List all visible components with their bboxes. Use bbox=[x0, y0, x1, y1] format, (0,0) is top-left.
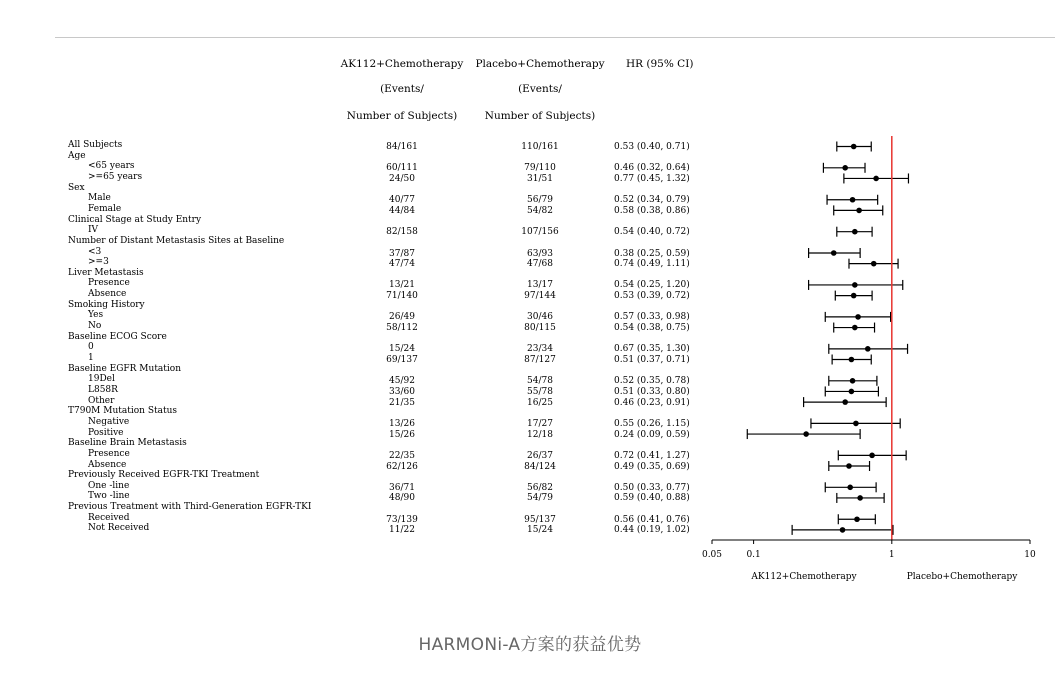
ci-row bbox=[825, 312, 890, 322]
hr-point bbox=[851, 293, 857, 299]
x-tick-label: 1 bbox=[888, 550, 895, 560]
ci-row bbox=[849, 259, 898, 269]
header-ak-line3: Number of Subjects) bbox=[346, 110, 458, 122]
ci-row bbox=[809, 248, 861, 258]
hr-point bbox=[855, 314, 861, 320]
row-label: Absence bbox=[88, 289, 127, 300]
x-tick-label: 0.05 bbox=[701, 550, 723, 560]
row-label: <65 years bbox=[88, 161, 135, 172]
row-label: >=65 years bbox=[88, 171, 143, 182]
row-label: Yes bbox=[88, 310, 104, 321]
row-label: Positive bbox=[88, 427, 124, 438]
group-label: Baseline EGFR Mutation bbox=[68, 363, 182, 374]
placebo-events: 23/34 bbox=[527, 344, 553, 355]
ci-row bbox=[829, 461, 870, 471]
ci-row bbox=[825, 482, 876, 492]
x-tick-label: 10 bbox=[1024, 550, 1036, 560]
ak-events: 21/35 bbox=[389, 397, 415, 408]
ak-events: 13/21 bbox=[389, 280, 415, 291]
row-label: Negative bbox=[88, 416, 130, 427]
hr-point bbox=[842, 165, 848, 171]
ci-row bbox=[804, 397, 887, 407]
placebo-events: 12/18 bbox=[527, 429, 553, 440]
ak-events: 47/74 bbox=[389, 259, 415, 270]
placebo-events: 95/137 bbox=[524, 514, 556, 525]
hr-ci-value: 0.38 (0.25, 0.59) bbox=[614, 248, 690, 259]
ci-row bbox=[829, 344, 908, 354]
caption: HARMONi-A方案的获益优势 bbox=[418, 635, 642, 655]
hr-ci-value: 0.74 (0.49, 1.11) bbox=[614, 259, 690, 270]
ci-row bbox=[811, 418, 900, 428]
placebo-events: 63/93 bbox=[527, 248, 553, 259]
hr-point bbox=[856, 208, 862, 214]
header-placebo-line3: Number of Subjects) bbox=[484, 110, 596, 122]
header-ak-line2: (Events/ bbox=[380, 83, 424, 95]
ci-row bbox=[844, 173, 909, 183]
ak-events: 11/22 bbox=[389, 525, 415, 536]
ci-row bbox=[747, 429, 860, 439]
placebo-events: 84/124 bbox=[524, 461, 556, 472]
ak-events: 48/90 bbox=[389, 493, 415, 504]
row-label: Absence bbox=[88, 459, 127, 470]
ci-row bbox=[838, 450, 906, 460]
placebo-events: 55/78 bbox=[527, 386, 553, 397]
hr-ci-value: 0.50 (0.33, 0.77) bbox=[614, 482, 690, 493]
hr-ci-value: 0.49 (0.35, 0.69) bbox=[614, 461, 690, 472]
group-label: Baseline ECOG Score bbox=[68, 331, 167, 342]
row-label: <3 bbox=[88, 246, 102, 257]
ak-events: 44/84 bbox=[389, 205, 415, 216]
hr-point bbox=[854, 516, 860, 522]
placebo-events: 56/82 bbox=[527, 482, 553, 493]
hr-ci-value: 0.44 (0.19, 1.02) bbox=[614, 525, 690, 536]
ci-row bbox=[825, 386, 878, 396]
placebo-events: 15/24 bbox=[527, 525, 553, 536]
row-label: One -line bbox=[88, 480, 130, 491]
ak-events: 26/49 bbox=[389, 312, 415, 323]
group-label: Liver Metastasis bbox=[68, 267, 144, 278]
ak-events: 71/140 bbox=[386, 291, 418, 302]
ak-events: 15/26 bbox=[389, 429, 415, 440]
ak-events: 36/71 bbox=[389, 482, 415, 493]
row-label: Two -line bbox=[88, 491, 130, 502]
placebo-events: 56/79 bbox=[527, 195, 553, 206]
row-label: Female bbox=[88, 203, 122, 214]
hr-ci-value: 0.52 (0.34, 0.79) bbox=[614, 195, 690, 206]
hr-ci-value: 0.55 (0.26, 1.15) bbox=[614, 418, 690, 429]
group-label: Previous Treatment with Third-Generation EGFR-TKI bbox=[68, 502, 312, 513]
hr-ci-value: 0.52 (0.35, 0.78) bbox=[614, 376, 690, 387]
ci-row bbox=[834, 205, 883, 215]
hr-point bbox=[873, 176, 879, 182]
row-label: 19Del bbox=[88, 374, 115, 385]
hr-ci-value: 0.54 (0.40, 0.72) bbox=[614, 227, 690, 238]
placebo-events: 54/82 bbox=[527, 205, 553, 216]
hr-ci-value: 0.67 (0.35, 1.30) bbox=[614, 344, 690, 355]
row-label: No bbox=[88, 321, 102, 332]
hr-point bbox=[840, 527, 846, 533]
row-label: Not Received bbox=[88, 523, 150, 534]
hr-ci-value: 0.51 (0.37, 0.71) bbox=[614, 355, 690, 365]
ak-events: 62/126 bbox=[386, 461, 418, 472]
group-label: T790M Mutation Status bbox=[68, 406, 178, 417]
hr-ci-value: 0.58 (0.38, 0.86) bbox=[614, 205, 690, 216]
ak-events: 82/158 bbox=[386, 227, 418, 238]
placebo-events: 107/156 bbox=[521, 227, 559, 238]
placebo-events: 80/115 bbox=[524, 323, 556, 334]
ci-row bbox=[809, 280, 903, 290]
hr-ci-value: 0.51 (0.33, 0.80) bbox=[614, 386, 690, 397]
row-label: Male bbox=[88, 193, 111, 204]
row-label: 0 bbox=[88, 342, 94, 353]
hr-point bbox=[851, 144, 857, 150]
hr-point bbox=[847, 485, 853, 491]
placebo-events: 30/46 bbox=[527, 312, 553, 323]
hr-ci-value: 0.46 (0.32, 0.64) bbox=[614, 163, 690, 174]
group-label: Sex bbox=[68, 182, 85, 193]
hr-ci-value: 0.77 (0.45, 1.32) bbox=[614, 173, 690, 184]
placebo-events: 110/161 bbox=[521, 142, 559, 152]
ak-events: 13/26 bbox=[389, 418, 415, 429]
hr-point bbox=[842, 399, 848, 405]
ci-row bbox=[834, 323, 875, 333]
placebo-events: 26/37 bbox=[527, 450, 553, 461]
hr-ci-value: 0.54 (0.38, 0.75) bbox=[614, 323, 690, 334]
hr-point bbox=[857, 495, 863, 501]
row-label: Other bbox=[88, 395, 115, 406]
hr-point bbox=[865, 346, 871, 352]
hr-ci-value: 0.53 (0.39, 0.72) bbox=[614, 291, 690, 302]
placebo-events: 87/127 bbox=[524, 355, 556, 365]
header-placebo-line1: Placebo+Chemotherapy bbox=[475, 58, 605, 70]
placebo-events: 13/17 bbox=[527, 280, 553, 291]
header-hr-ci: HR (95% CI) bbox=[626, 58, 694, 70]
ak-events: 40/77 bbox=[389, 195, 415, 206]
hr-point bbox=[869, 453, 875, 459]
ci-row bbox=[837, 142, 871, 152]
hr-ci-value: 0.56 (0.41, 0.76) bbox=[614, 514, 690, 525]
ci-row bbox=[792, 525, 893, 535]
hr-ci-value: 0.54 (0.25, 1.20) bbox=[614, 280, 690, 291]
group-label: Smoking History bbox=[68, 299, 145, 310]
ci-row bbox=[835, 291, 872, 301]
ak-events: 84/161 bbox=[386, 142, 418, 152]
hr-point bbox=[849, 357, 855, 363]
ak-events: 15/24 bbox=[389, 344, 415, 355]
hr-ci-value: 0.57 (0.33, 0.98) bbox=[614, 312, 690, 323]
hr-ci-value: 0.46 (0.23, 0.91) bbox=[614, 397, 690, 408]
hr-point bbox=[850, 197, 856, 203]
row-label: IV bbox=[88, 225, 99, 236]
group-label: Baseline Brain Metastasis bbox=[68, 438, 187, 449]
hr-point bbox=[831, 250, 837, 256]
ci-row bbox=[829, 376, 877, 386]
hr-point bbox=[853, 421, 859, 427]
ak-events: 22/35 bbox=[389, 450, 415, 461]
placebo-events: 54/79 bbox=[527, 493, 553, 504]
ci-row bbox=[838, 514, 875, 524]
hr-ci-value: 0.59 (0.40, 0.88) bbox=[614, 493, 690, 504]
placebo-events: 31/51 bbox=[527, 173, 553, 184]
ak-events: 58/112 bbox=[386, 323, 418, 334]
hr-point bbox=[850, 378, 856, 384]
ak-events: 60/111 bbox=[386, 163, 418, 174]
row-label: Received bbox=[88, 512, 130, 523]
ak-events: 73/139 bbox=[386, 514, 418, 525]
header-placebo-line2: (Events/ bbox=[518, 83, 562, 95]
hr-ci-value: 0.24 (0.09, 0.59) bbox=[614, 429, 690, 440]
placebo-events: 97/144 bbox=[524, 291, 556, 302]
x-label-left: AK112+Chemotherapy bbox=[751, 572, 857, 582]
placebo-events: 47/68 bbox=[527, 259, 553, 270]
row-label: Presence bbox=[88, 278, 130, 289]
row-label: 1 bbox=[88, 353, 94, 363]
hr-point bbox=[852, 325, 858, 331]
ci-row bbox=[832, 355, 871, 365]
x-tick-label: 0.1 bbox=[746, 550, 761, 560]
ak-events: 69/137 bbox=[386, 355, 418, 365]
placebo-events: 17/27 bbox=[527, 418, 553, 429]
x-label-right: Placebo+Chemotherapy bbox=[906, 572, 1018, 582]
group-label: Age bbox=[68, 150, 86, 161]
placebo-events: 54/78 bbox=[527, 376, 553, 387]
placebo-events: 16/25 bbox=[527, 397, 553, 408]
row-label: Presence bbox=[88, 448, 130, 459]
hr-point bbox=[803, 431, 809, 437]
ak-events: 45/92 bbox=[389, 376, 415, 387]
placebo-events: 79/110 bbox=[524, 163, 556, 174]
ak-events: 24/50 bbox=[389, 173, 415, 184]
group-label: Previously Received EGFR-TKI Treatment bbox=[68, 470, 260, 481]
ci-row bbox=[827, 195, 878, 205]
row-label: L858R bbox=[88, 384, 118, 395]
header-ak-line1: AK112+Chemotherapy bbox=[340, 58, 464, 70]
group-label: Number of Distant Metastasis Sites at Baseline bbox=[68, 235, 285, 246]
hr-point bbox=[846, 463, 852, 469]
group-label: Clinical Stage at Study Entry bbox=[68, 214, 202, 225]
hr-ci-value: 0.72 (0.41, 1.27) bbox=[614, 450, 690, 461]
row-label: All Subjects bbox=[68, 140, 123, 150]
ak-events: 33/60 bbox=[389, 386, 415, 397]
hr-point bbox=[852, 282, 858, 288]
ci-row bbox=[837, 227, 872, 237]
hr-ci-value: 0.53 (0.40, 0.71) bbox=[614, 142, 690, 152]
hr-point bbox=[871, 261, 877, 267]
ak-events: 37/87 bbox=[389, 248, 415, 259]
ci-row bbox=[837, 493, 884, 503]
hr-point bbox=[849, 389, 855, 395]
row-label: >=3 bbox=[88, 257, 109, 268]
ci-row bbox=[823, 163, 865, 173]
hr-point bbox=[852, 229, 858, 235]
